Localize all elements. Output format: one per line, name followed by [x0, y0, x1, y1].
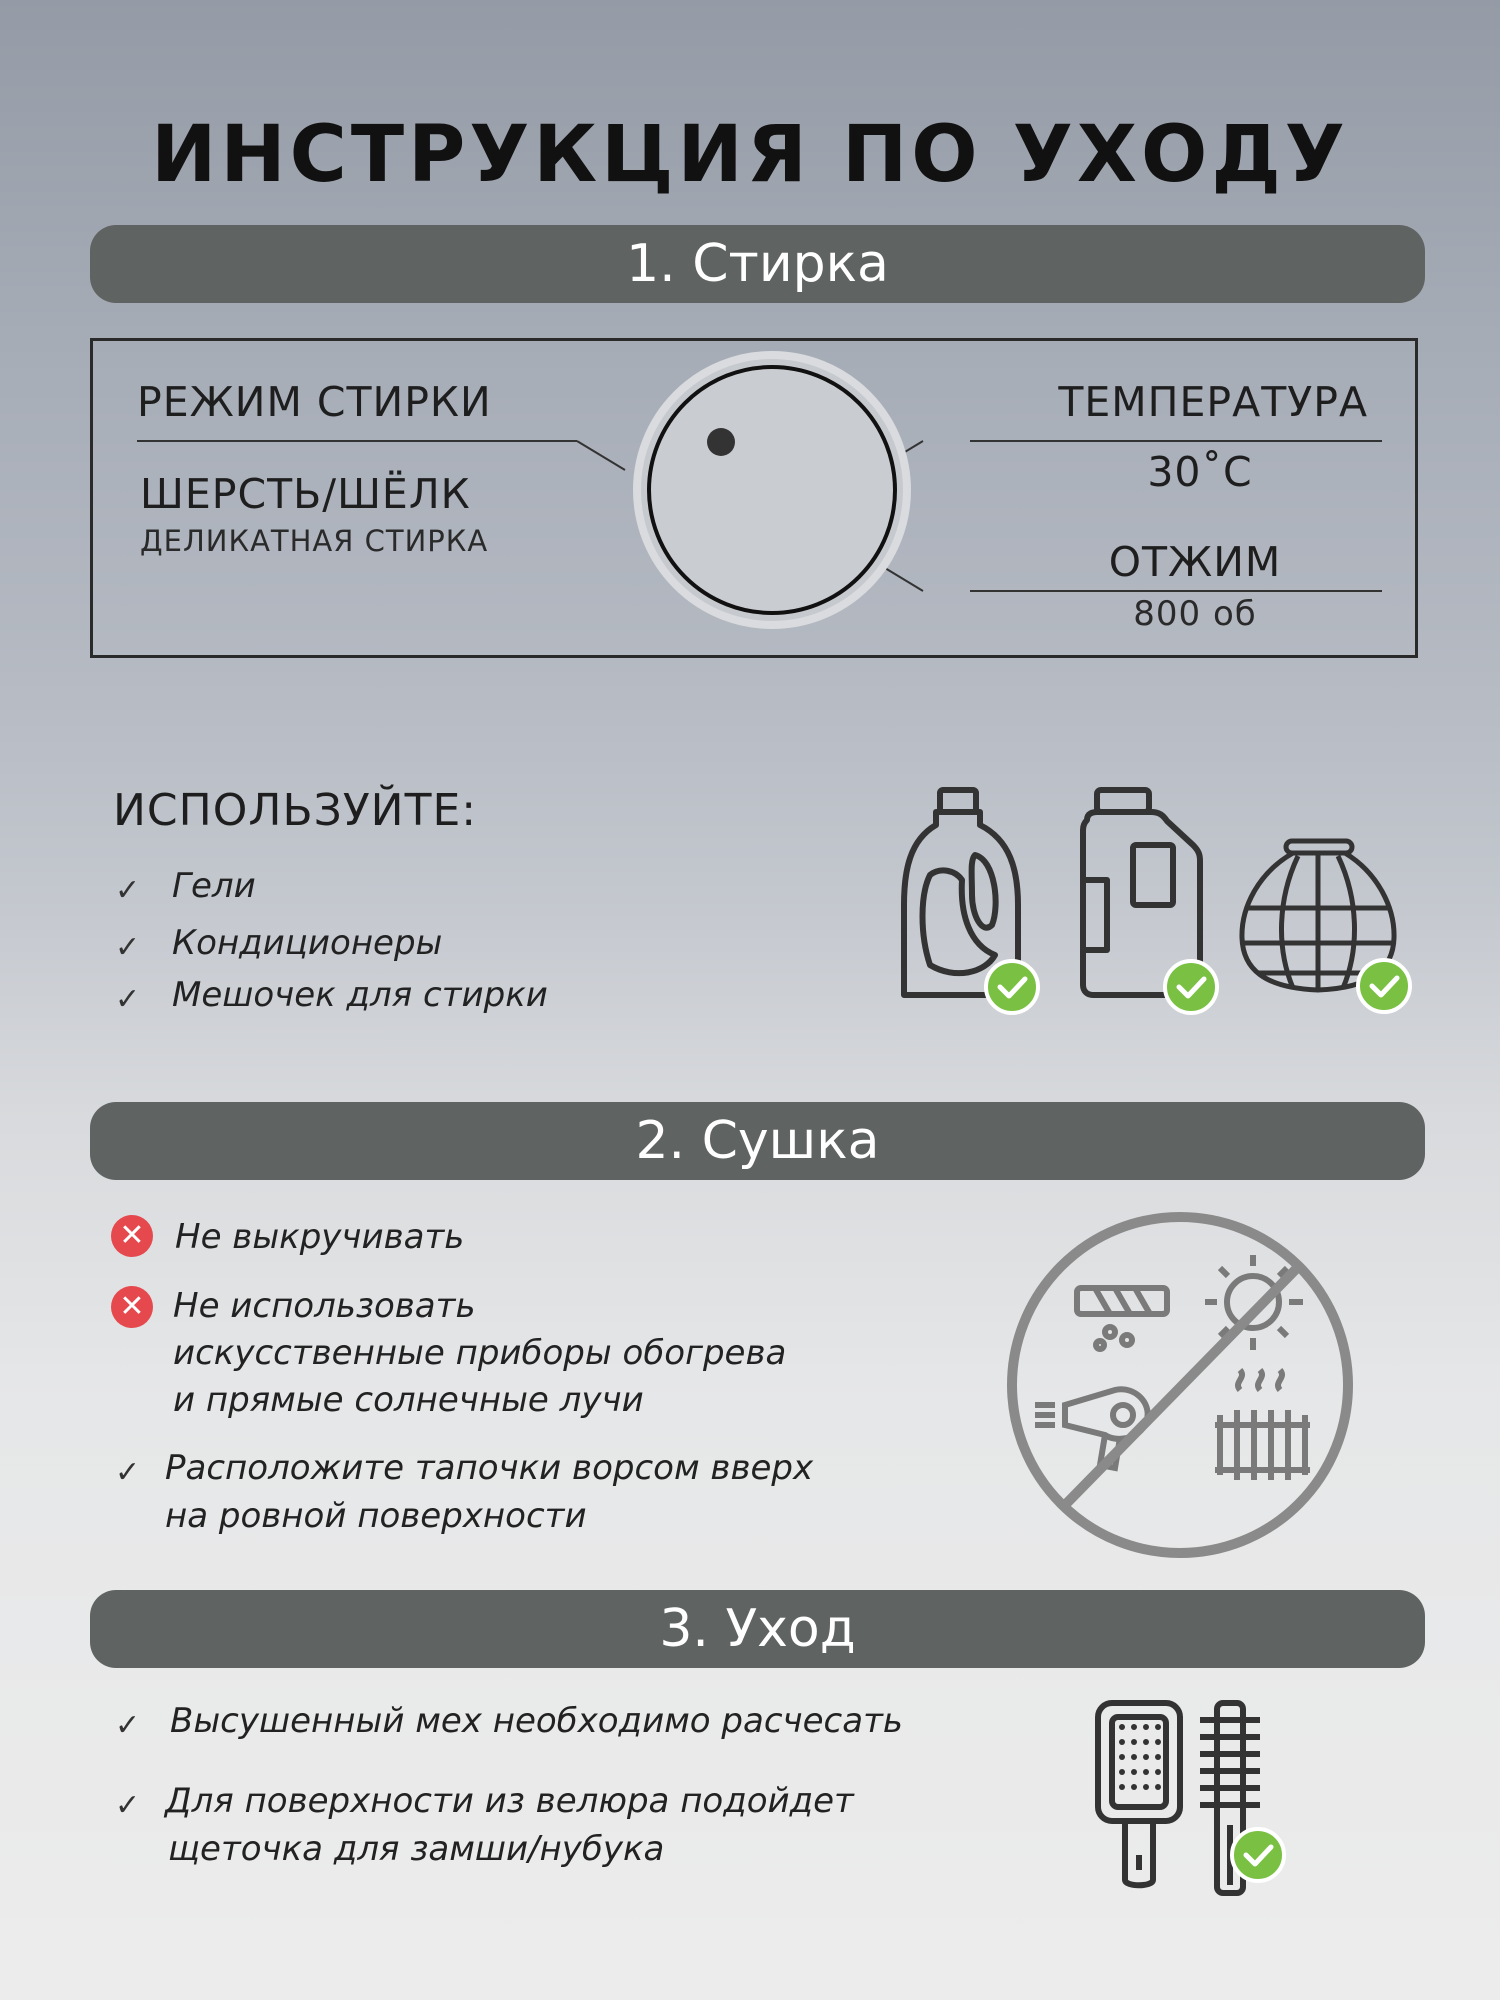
detergent-bottle-icon	[900, 785, 1050, 1015]
hair-dryer-icon	[1035, 1389, 1148, 1468]
spin-label: ОТЖИМ	[1108, 538, 1282, 586]
spin-value: 800 об	[1133, 594, 1257, 634]
check-icon: ✓	[115, 1788, 141, 1823]
divider	[970, 590, 1382, 592]
check-icon: ✓	[115, 1455, 141, 1490]
section-washing-header: 1. Стирка	[90, 225, 1425, 303]
divider	[970, 440, 1382, 442]
check-icon: ✓	[115, 930, 141, 965]
drying-item: и прямые солнечные лучи	[173, 1380, 644, 1420]
wash-mode-sub: ДЕЛИКАТНАЯ СТИРКА	[140, 524, 489, 558]
wash-dial-icon	[560, 340, 980, 640]
check-icon: ✓	[115, 873, 141, 908]
use-item: Гели	[172, 866, 256, 906]
drying-item: искусственные приборы обогрева	[173, 1333, 787, 1373]
page-title: ИНСТРУКЦИЯ ПО УХОДУ	[151, 110, 1349, 200]
paddle-brush-icon	[1090, 1695, 1310, 1895]
divider	[137, 440, 577, 442]
radiator-icon	[1215, 1370, 1310, 1480]
drying-item: Расположите тапочки ворсом вверх	[165, 1448, 814, 1488]
sun-icon	[1205, 1255, 1303, 1350]
use-item: Кондиционеры	[172, 923, 443, 963]
green-check-icon	[1165, 961, 1217, 1013]
section-drying-header: 2. Сушка	[90, 1102, 1425, 1180]
green-check-icon	[1358, 960, 1410, 1012]
check-icon: ✓	[115, 982, 141, 1017]
prohibited-icon	[1005, 1210, 1355, 1560]
temperature-value: 30˚С	[1147, 448, 1253, 496]
care-item: Высушенный мех необходимо расчесать	[170, 1701, 903, 1741]
use-item: Мешочек для стирки	[172, 975, 548, 1015]
use-heading: ИСПОЛЬЗУЙТЕ:	[113, 785, 478, 836]
green-check-icon	[986, 961, 1038, 1013]
wringing-icon	[1077, 1288, 1167, 1349]
section-care-header: 3. Уход	[90, 1590, 1425, 1668]
cross-icon: ✕	[111, 1215, 153, 1257]
wash-mode-value: ШЕРСТЬ/ШЁЛК	[140, 470, 471, 518]
drying-item: Не выкручивать	[175, 1217, 465, 1257]
check-icon: ✓	[115, 1708, 141, 1743]
temperature-label: ТЕМПЕРАТУРА	[1058, 378, 1368, 426]
laundry-bag-icon	[1238, 838, 1418, 1018]
wash-mode-label: РЕЖИМ СТИРКИ	[137, 378, 492, 426]
conditioner-canister-icon	[1075, 785, 1235, 1015]
care-item: щеточка для замши/нубука	[168, 1829, 665, 1869]
drying-item: Не использовать	[173, 1286, 476, 1326]
green-check-icon	[1232, 1829, 1284, 1881]
care-item: Для поверхности из велюра подойдет	[165, 1781, 854, 1821]
cross-icon: ✕	[111, 1286, 153, 1328]
drying-item: на ровной поверхности	[165, 1496, 587, 1536]
